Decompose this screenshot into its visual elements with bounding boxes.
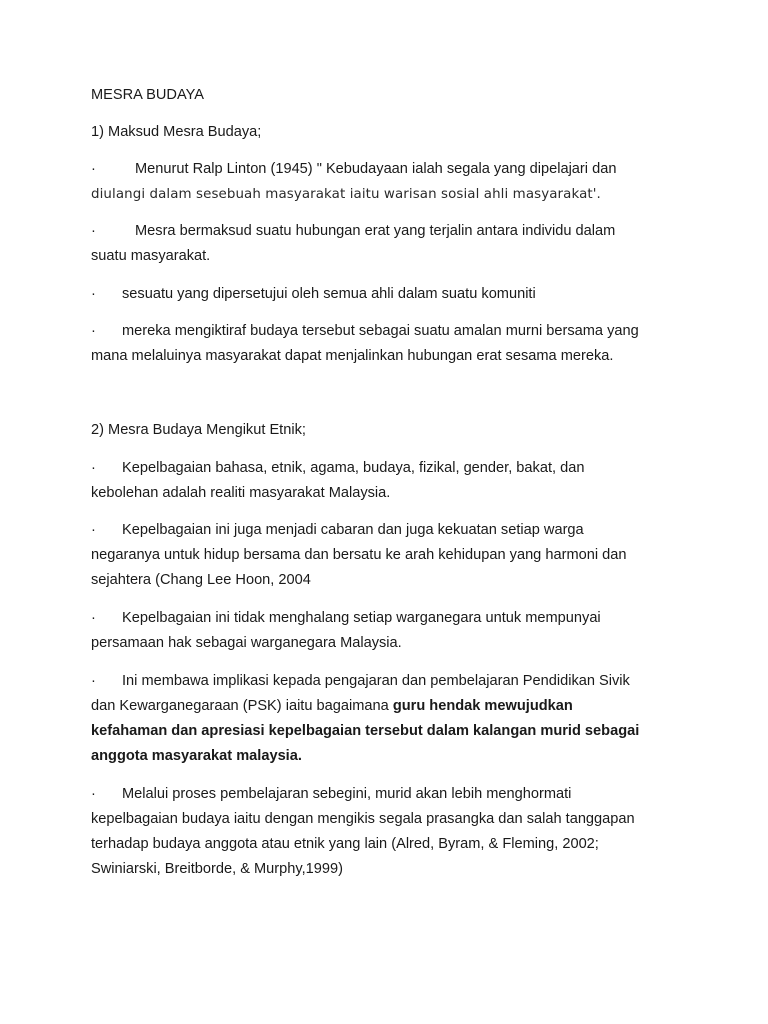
paragraph-line: Melalui proses pembelajaran sebegini, murid akan lebih menghormati bbox=[122, 786, 572, 802]
paragraph-line: Swiniarski, Breitborde, & Murphy,1999) bbox=[91, 861, 343, 877]
paragraph-line: sesuatu yang dipersetujui oleh semua ahli dalam suatu komuniti bbox=[122, 286, 536, 302]
bullet-icon: · bbox=[91, 673, 96, 689]
bullet-icon: · bbox=[91, 161, 96, 177]
paragraph-line: Ini membawa implikasi kepada pengajaran dan pembelajaran Pendidikan Sivik bbox=[122, 673, 630, 689]
section-1-heading: 1) Maksud Mesra Budaya; bbox=[91, 124, 262, 140]
paragraph-line: Menurut Ralp Linton (1945) " Kebudayaan ialah segala yang dipelajari dan bbox=[135, 161, 617, 177]
emphasis-line: anggota masyarakat malaysia. bbox=[91, 748, 302, 764]
paragraph-line: kebolehan adalah realiti masyarakat Malaysia. bbox=[91, 485, 391, 501]
paragraph-line: Kepelbagaian bahasa, etnik, agama, budaya, fizikal, gender, bakat, dan bbox=[122, 460, 585, 476]
emphasis-text: guru hendak mewujudkan bbox=[392, 698, 573, 714]
paragraph-line: mana melaluinya masyarakat dapat menjalinkan hubungan erat sesama mereka. bbox=[91, 348, 614, 364]
paragraph-line: terhadap budaya anggota atau etnik yang lain (Alred, Byram, & Fleming, 2002; bbox=[91, 836, 599, 852]
bullet-icon: · bbox=[91, 286, 96, 302]
paragraph-line: Mesra bermaksud suatu hubungan erat yang terjalin antara individu dalam bbox=[135, 223, 616, 239]
bullet-icon: · bbox=[91, 522, 96, 538]
document-title: MESRA BUDAYA bbox=[91, 87, 204, 103]
emphasis-line: kefahaman dan apresiasi kepelbagaian tersebut dalam kalangan murid sebagai bbox=[91, 723, 640, 739]
paragraph-line: kepelbagaian budaya iaitu dengan mengikis segala prasangka dan salah tanggapan bbox=[91, 811, 635, 827]
bullet-icon: · bbox=[91, 610, 96, 626]
bullet-icon: · bbox=[91, 460, 96, 476]
paragraph-line: diulangi dalam sesebuah masyarakat iaitu warisan sosial ahli masyarakat'. bbox=[91, 187, 601, 202]
paragraph-line: negaranya untuk hidup bersama dan bersatu ke arah kehidupan yang harmoni dan bbox=[91, 547, 627, 563]
paragraph-line: suatu masyarakat. bbox=[91, 248, 211, 264]
section-2-heading: 2) Mesra Budaya Mengikut Etnik; bbox=[91, 422, 306, 438]
paragraph-line: Kepelbagaian ini juga menjadi cabaran dan juga kekuatan setiap warga bbox=[122, 522, 584, 538]
bullet-icon: · bbox=[91, 786, 96, 802]
paragraph-line bbox=[91, 694, 573, 720]
paragraph-line: persamaan hak sebagai warganegara Malaysia. bbox=[91, 635, 402, 651]
bullet-icon: · bbox=[91, 223, 96, 239]
paragraph-text: dan Kewarganegaraan (PSK) iaitu bagaimana bbox=[91, 698, 393, 714]
paragraph-line: Kepelbagaian ini tidak menghalang setiap warganegara untuk mempunyai bbox=[122, 610, 601, 626]
bullet-icon: · bbox=[91, 323, 96, 339]
paragraph-line: mereka mengiktiraf budaya tersebut sebagai suatu amalan murni bersama yang bbox=[122, 323, 639, 339]
paragraph-line: sejahtera (Chang Lee Hoon, 2004 bbox=[91, 572, 311, 588]
